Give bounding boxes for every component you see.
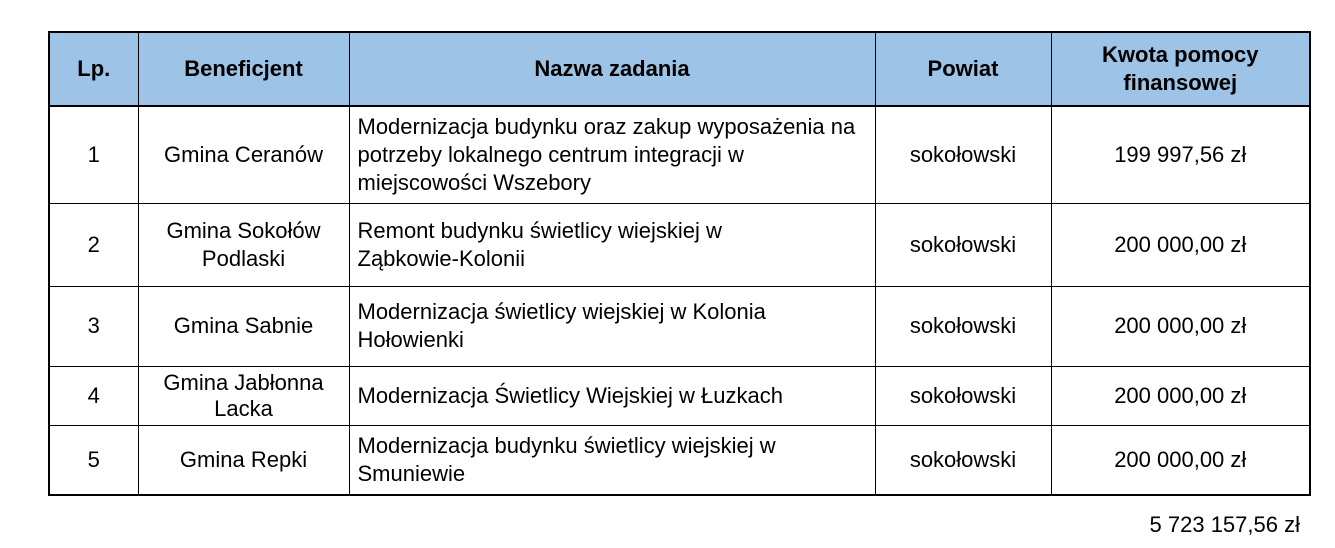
table-row <box>49 366 1310 425</box>
cell-beneficjent: Gmina Repki <box>138 425 349 495</box>
cell-kwota: 200 000,00 zł <box>1051 366 1310 425</box>
table-header <box>49 32 1310 106</box>
cell-kwota: 200 000,00 zł <box>1051 425 1310 495</box>
cell-beneficjent: Gmina Ceranów <box>138 106 349 203</box>
header-lp: Lp. <box>49 32 138 106</box>
cell-powiat: sokołowski <box>875 286 1051 366</box>
cell-kwota: 200 000,00 zł <box>1051 203 1310 286</box>
table-row <box>49 286 1310 366</box>
cell-powiat: sokołowski <box>875 106 1051 203</box>
cell-lp: 5 <box>49 425 138 495</box>
cell-nazwa-zadania: Modernizacja budynku oraz zakup wyposażenia na potrzeby lokalnego centrum integracji w miejscowości Wszebory <box>349 106 875 203</box>
cell-lp: 2 <box>49 203 138 286</box>
grants-table <box>48 31 1311 496</box>
cell-kwota: 199 997,56 zł <box>1051 106 1310 203</box>
cell-beneficjent: Gmina Jabłonna Lacka <box>138 366 349 425</box>
total-amount: 5 723 157,56 zł <box>1149 512 1300 537</box>
cell-nazwa-zadania: Modernizacja budynku świetlicy wiejskiej w Smuniewie <box>349 425 875 495</box>
cell-nazwa-zadania: Remont budynku świetlicy wiejskiej w Ząbkowie-Kolonii <box>349 203 875 286</box>
header-beneficjent: Beneficjent <box>138 32 349 106</box>
cell-lp: 4 <box>49 366 138 425</box>
cell-lp: 3 <box>49 286 138 366</box>
table-row <box>49 106 1310 203</box>
table-row <box>49 425 1310 495</box>
cell-nazwa-zadania: Modernizacja Świetlicy Wiejskiej w Łuzkach <box>349 366 875 425</box>
cell-lp: 1 <box>49 106 138 203</box>
header-kwota: Kwota pomocy finansowej <box>1051 32 1310 106</box>
cell-kwota: 200 000,00 zł <box>1051 286 1310 366</box>
cell-beneficjent: Gmina Sabnie <box>138 286 349 366</box>
table-row <box>49 203 1310 286</box>
cell-beneficjent: Gmina Sokołów Podlaski <box>138 203 349 286</box>
cell-powiat: sokołowski <box>875 366 1051 425</box>
cell-powiat: sokołowski <box>875 203 1051 286</box>
header-nazwa-zadania: Nazwa zadania <box>349 32 875 106</box>
cell-powiat: sokołowski <box>875 425 1051 495</box>
header-powiat: Powiat <box>875 32 1051 106</box>
cell-nazwa-zadania: Modernizacja świetlicy wiejskiej w Kolonia Hołowienki <box>349 286 875 366</box>
